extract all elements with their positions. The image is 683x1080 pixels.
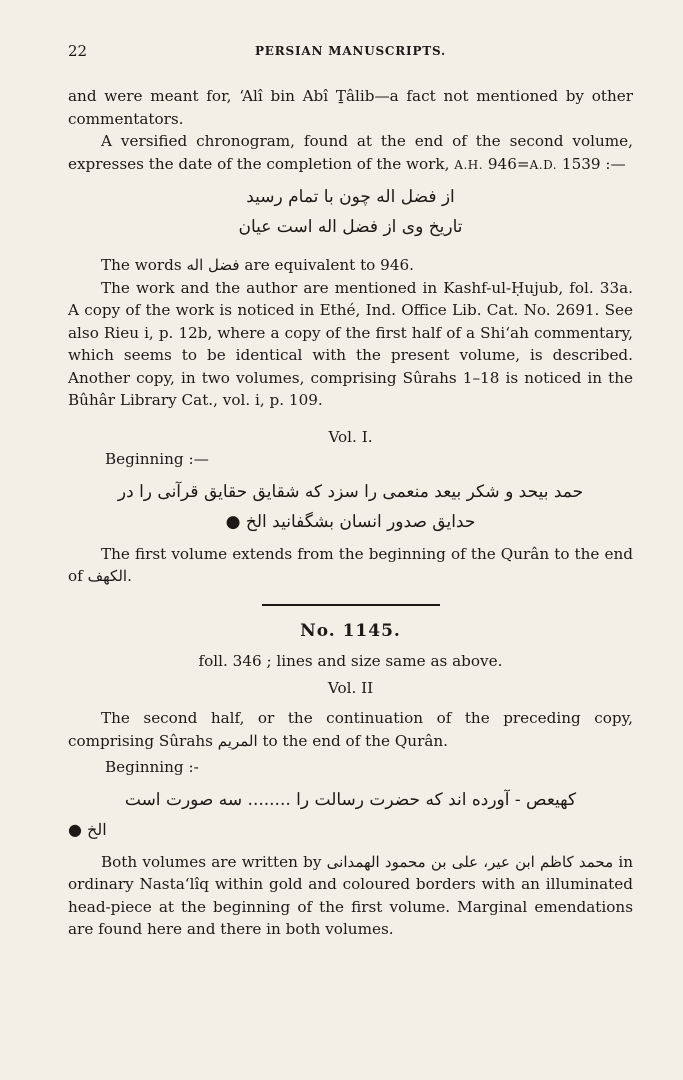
beginning-label-1: Beginning :—	[105, 450, 209, 468]
arabic-inline-scribe: محمد کاظم ابن عیر، علی بن محمود الهمدانی	[326, 852, 614, 871]
paragraph-6-end: to the end of the Qurân.	[257, 731, 448, 750]
page-body	[68, 85, 633, 941]
ah-label: A.H.	[454, 157, 484, 172]
paragraph-5-end: .	[127, 567, 132, 585]
paragraph-2-date: 946=	[483, 154, 530, 173]
paragraph-3-end: are equivalent to 946.	[239, 256, 414, 274]
paragraph-5-text: The first volume extends from the beginning of the Qurân to the end of	[68, 544, 633, 585]
section-divider	[262, 604, 440, 606]
vol-1-heading: Vol. I.	[328, 427, 373, 446]
paragraph-7-text: Both volumes are written by	[101, 852, 327, 871]
chronogram-verse-2: تاریخ وی از فضل اله است عیان	[238, 217, 463, 237]
paragraph-3-text: The words	[101, 256, 187, 274]
paragraph-1: and were meant for, ‘Alî bin Abî Ṯâlib—a fact not mentioned by other commentators.	[68, 87, 633, 128]
arabic-inline-maryam: المریم	[217, 731, 258, 750]
manuscript-number-heading: No. 1145.	[300, 620, 401, 641]
paragraph-6-text: The second half, or the continuation of the preceding copy, comprising Sûrahs	[68, 709, 633, 750]
paragraph-2	[68, 130, 633, 176]
page-number: 22	[68, 42, 88, 60]
paragraph-6	[68, 707, 633, 752]
paragraph-7	[68, 851, 633, 941]
paragraph-5	[68, 543, 633, 588]
beginning-label-2: Beginning :-	[105, 758, 199, 776]
paragraph-2-year: 1539 :—	[557, 154, 626, 173]
beginning-2-arabic-line-2: الخ ●	[68, 819, 107, 839]
running-title: PERSIAN MANUSCRIPTS.	[254, 44, 447, 58]
vol-2-heading: Vol. II	[327, 678, 374, 697]
folio-description: foll. 346 ; lines and size same as above.	[198, 652, 503, 670]
beginning-1-arabic-line-1: حمد بیحد و شکر بیعد منعمی را سزد که شقایق حقایق قرآنی را در	[117, 481, 584, 502]
arabic-inline-kahf: الکهف	[87, 567, 128, 585]
ad-label: A.D.	[529, 157, 558, 172]
chronogram-verse-1: از فضل اله چون با تمام رسید	[246, 187, 455, 207]
paragraph-2-text: A versified chronogram, found at the end of the second volume, expresses the date of the completion of the work,	[68, 132, 633, 173]
beginning-2-arabic-line-1: کهیعص - آورده اند که حضرت رسالت را ........ سه صورت است	[124, 789, 577, 810]
beginning-1-arabic-line-2: حدایق صدور انسان بشگفانید الخ ●	[225, 511, 476, 532]
paragraph-3	[68, 254, 633, 277]
arabic-inline-fazl: فضل اله	[186, 256, 240, 274]
page-header	[68, 42, 633, 62]
paragraph-7-end: in ordinary Nasta‘lîq within gold and coloured borders with an illuminated head-piece at the beginning of the first volume. Marginal emendations are found here and there in both volumes.	[68, 852, 633, 938]
paragraph-4: The work and the author are mentioned in Kashf-ul-Ḥujub, fol. 33a. A copy of the work is noticed in Ethé, Ind. Office Lib. Cat. No. 2691. See also Rieu i, p. 12b, where a copy of the first half of a Shi‘ah commentary, which seems to be identical with the present volume, is described. Another copy, in two volumes, comprising Sûrahs 1–18 is noticed in the Bûhâr Library Cat., vol. i, p. 109.	[68, 278, 633, 409]
